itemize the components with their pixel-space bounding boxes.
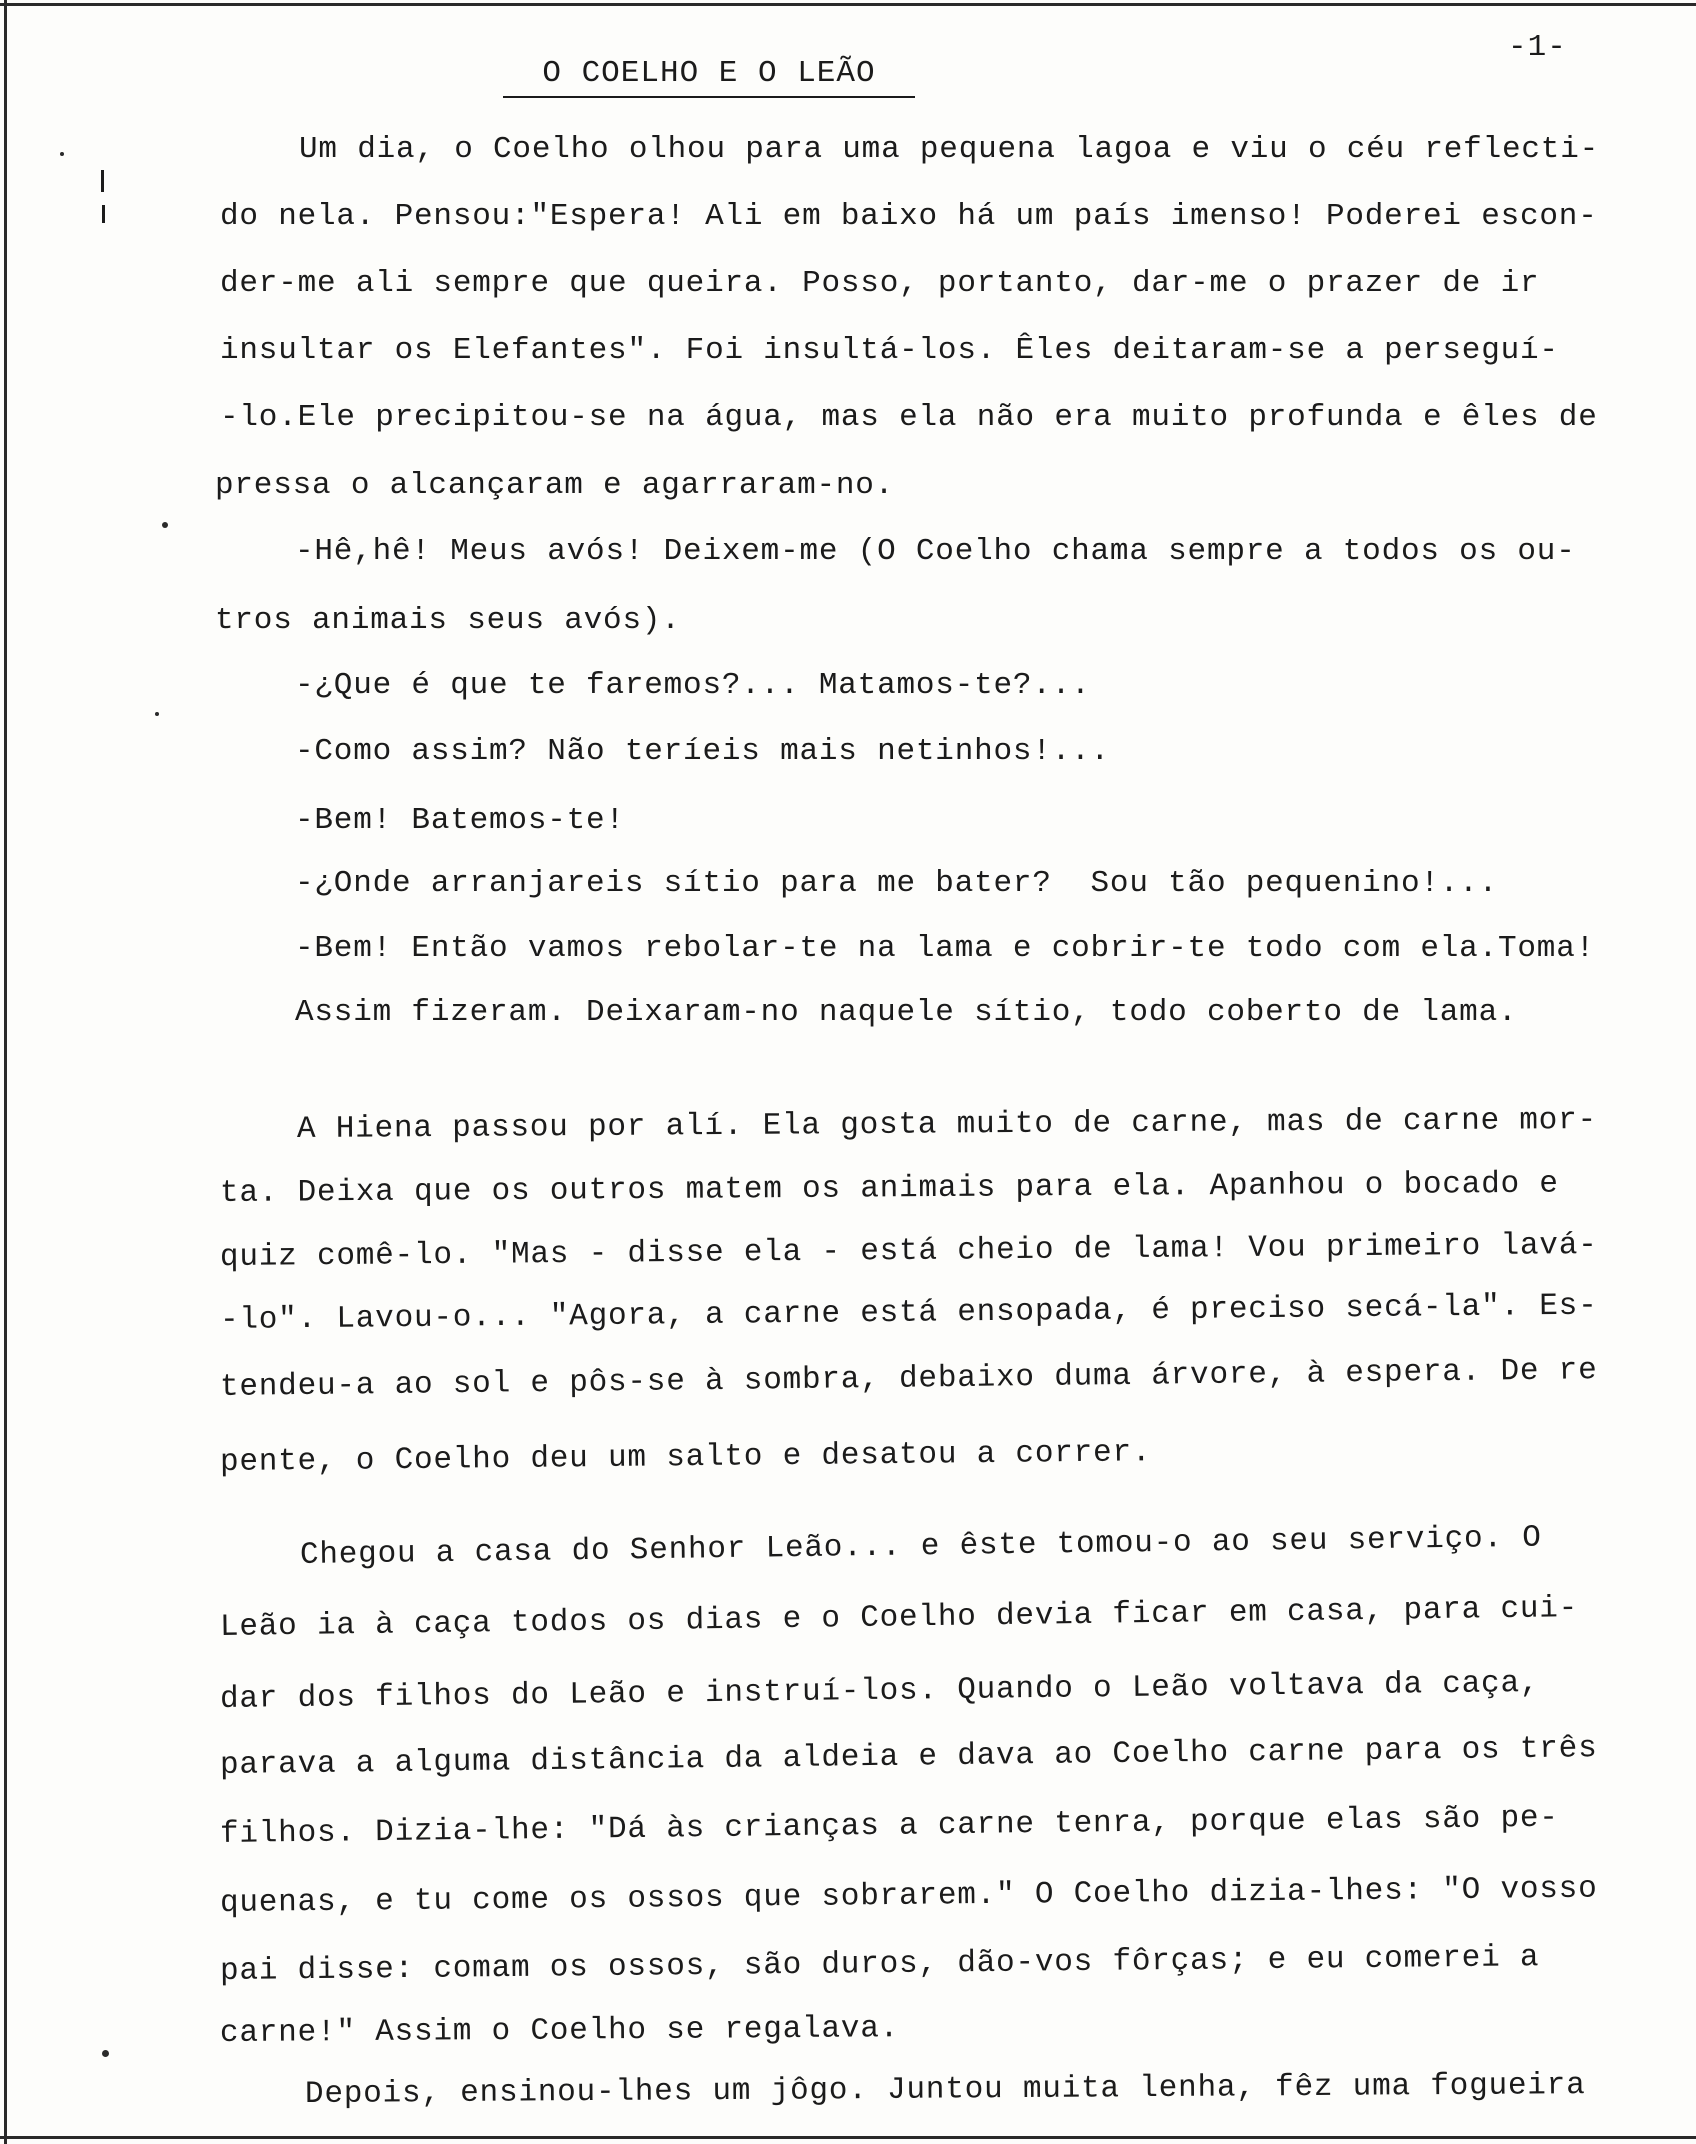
text-line-23: dar dos filhos do Leão e instruí-los. Quando o Leão voltava da caça, [219,1665,1540,1717]
margin-speck [162,522,168,528]
page-border-left [4,0,7,2144]
text-line-17: quiz comê-lo. "Mas - disse ela - está cheio de lama! Vou primeiro lavá- [219,1227,1598,1275]
text-line-8: tros animais seus avós). [215,603,681,638]
text-line-25: filhos. Dizia-lhe: "Dá às crianças a carne tenra, porque elas são pe- [219,1800,1559,1852]
text-line-24: parava a alguma distância da aldeia e dava ao Coelho carne para os três [219,1731,1598,1783]
text-line-15: A Hiena passou por alí. Ela gosta muito de carne, mas de carne mor- [296,1102,1598,1147]
document-title: O COELHO E O LEÃO [542,56,876,91]
page-border-top [0,3,1696,6]
text-line-18: -lo". Lavou-o... "Agora, a carne está ensopada, é preciso secá-la". Es- [219,1288,1598,1338]
text-line-28: carne!" Assim o Coelho se regalava. [219,2011,900,2051]
text-line-27: pai disse: comam os ossos, são duros, dão-vos fôrças; e eu comerei a [219,1940,1540,1989]
text-line-3: der-me ali sempre que queira. Posso, portanto, dar-me o prazer de ir [220,266,1540,301]
margin-speck [60,152,64,156]
text-line-5: -lo.Ele precipitou-se na água, mas ela não era muito profunda e êles de [220,400,1598,435]
margin-mark [101,170,104,192]
margin-speck [102,2050,109,2057]
text-line-11: -Bem! Batemos-te! [295,803,625,838]
text-line-14: Assim fizeram. Deixaram-no naquele sítio, todo coberto de lama. [295,995,1518,1030]
text-line-21: Chegou a casa do Senhor Leão... e êste tomou-o ao seu serviço. O [299,1520,1542,1573]
text-line-2: do nela. Pensou:"Espera! Ali em baixo há um país imenso! Poderei escon- [220,199,1598,234]
text-line-9: -¿Que é que te faremos?... Matamos-te?... [295,668,1091,703]
text-line-10: -Como assim? Não teríeis mais netinhos!... [295,734,1110,769]
text-line-26: quenas, e tu come os ossos que sobrarem." O Coelho dizia-lhes: "O vosso [219,1871,1598,1921]
text-line-29: Depois, ensinou-lhes um jôgo. Juntou muita lenha, fêz uma fogueira [304,2068,1586,2112]
text-line-1: Um dia, o Coelho olhou para uma pequena lagoa e viu o céu reflecti- [299,132,1600,167]
text-line-12: -¿Onde arranjareis sítio para me bater? Sou tão pequenino!... [295,866,1498,901]
page-border-bottom [0,2136,1696,2139]
text-line-7: -Hê,hê! Meus avós! Deixem-me (O Coelho chama sempre a todos os ou- [295,534,1576,569]
text-line-13: -Bem! Então vamos rebolar-te na lama e cobrir-te todo com ela.Toma! [295,931,1596,966]
text-line-22: Leão ia à caça todos os dias e o Coelho devia ficar em casa, para cui- [219,1591,1579,1645]
margin-speck [155,712,159,716]
text-line-6: pressa o alcançaram e agarraram-no. [215,468,895,503]
page-number: -1- [1508,30,1567,65]
text-line-20: pente, o Coelho deu um salto e desatou a correr. [219,1435,1152,1480]
margin-mark [102,205,105,223]
text-line-16: ta. Deixa que os outros matem os animais para ela. Apanhou o bocado e [219,1166,1559,1211]
text-line-19: tendeu-a ao sol e pôs-se à sombra, debaixo duma árvore, à espera. De re [219,1353,1598,1405]
text-line-4: insultar os Elefantes". Foi insultá-los. Êles deitaram-se a perseguí- [220,333,1559,368]
title-underline [503,96,915,98]
